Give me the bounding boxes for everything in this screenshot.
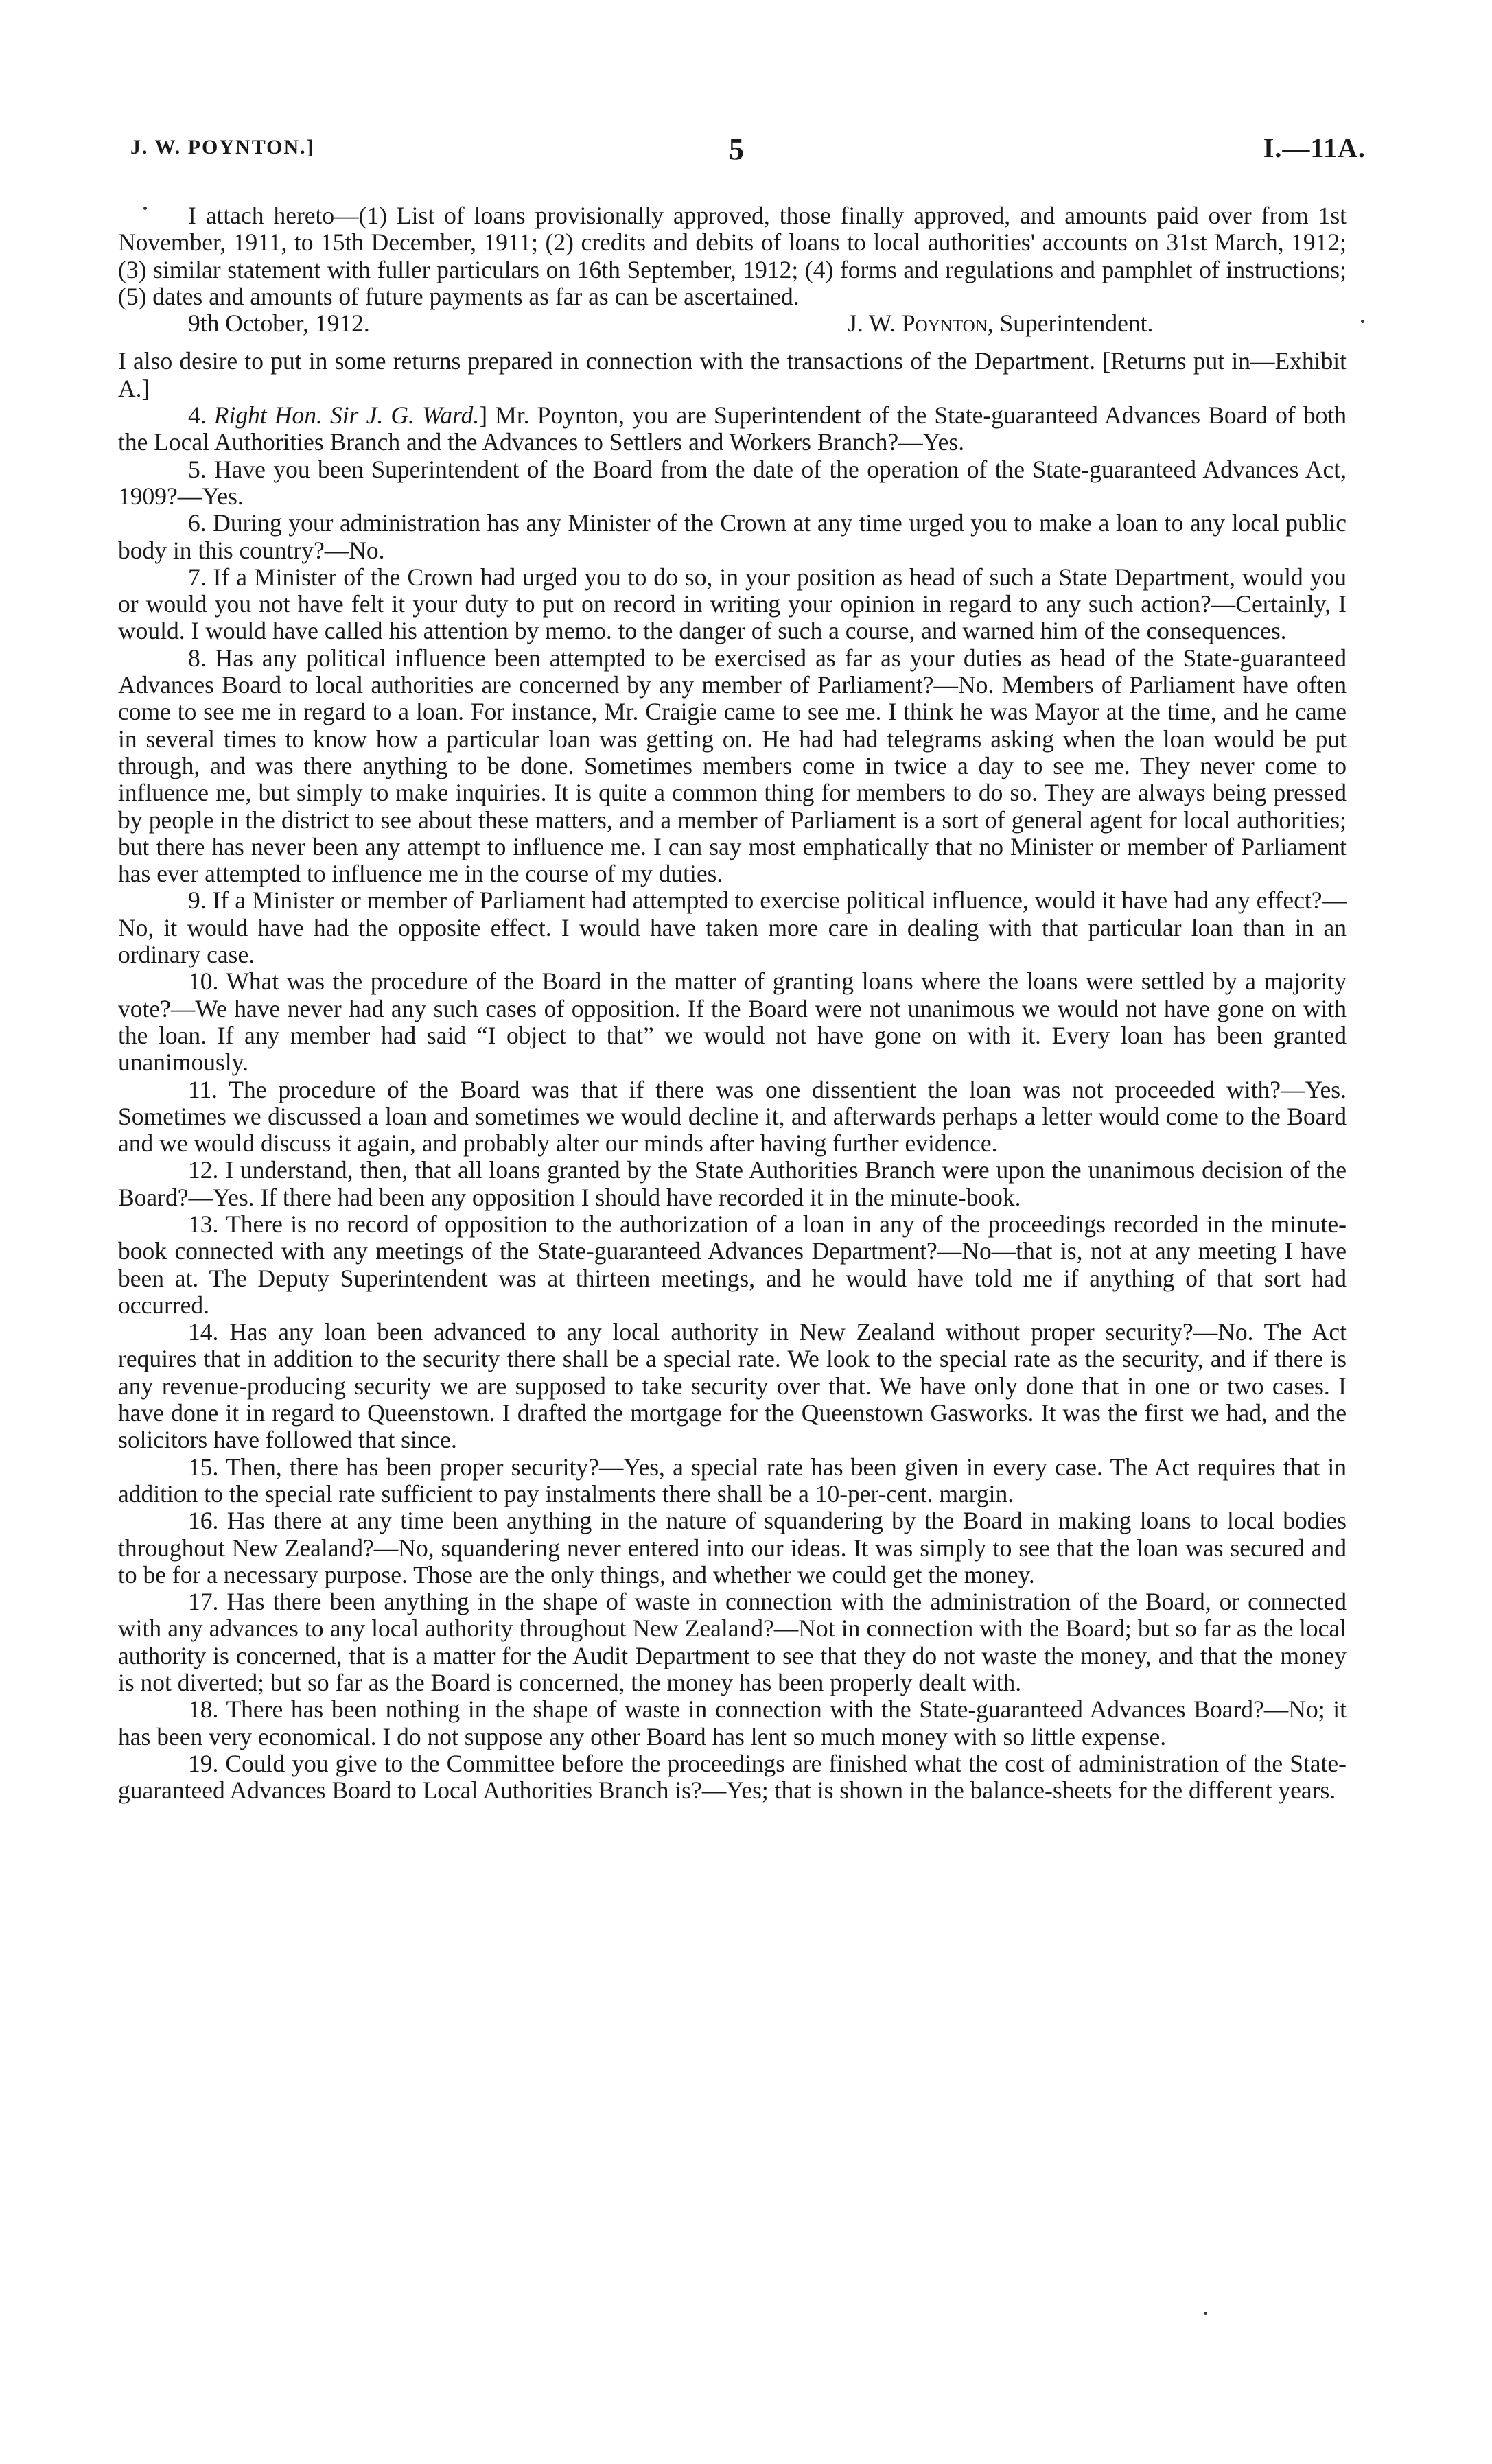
signature-name: J. W. Poynton,: [848, 309, 994, 338]
speck-mark: [1204, 2312, 1207, 2315]
question-paragraph: 14. Has any loan been advanced to any local authority in New Zealand without proper security?—No. The Act requires that in addition to the security there shall be a special rate. We look to the special rate as the security, and if there is any revenue-producing security we are supposed to take security over that. We have only done that in one or two cases. I have done it in regard to Queenstown. I drafted the mortgage for the Queenstown Gasworks. It was the first we had, and the solicitors have followed that since.: [118, 1318, 1347, 1454]
document-reference: I.—11A.: [1263, 132, 1366, 163]
speck-mark: [1361, 320, 1364, 323]
question-paragraph: 18. There has been nothing in the shape of waste in connection with the State-guaranteed Advances Board?—No; it has been very economical. I do not suppose any other Board has lent so much money with so little expense.: [118, 1696, 1347, 1750]
page-body: [118, 202, 1347, 1805]
question-paragraph: [118, 402, 1347, 456]
question-paragraph: 19. Could you give to the Committee before the proceedings are finished what the cost of administration of the State-guaranteed Advances Board to Local Authorities Branch is?—Yes; that is shown in the balance-sheets for the different years.: [118, 1749, 1347, 1805]
question-paragraph: 7. If a Minister of the Crown had urged you to do so, in your position as head of such a State Department, would you or would you not have felt it your duty to put on record in writing your opinion in regard to any such action?—Certainly, I would. I would have called his attention by memo. to the danger of such a course, and warned him of the consequences.: [118, 563, 1347, 645]
question-number: 4.: [188, 401, 207, 430]
question-paragraph: 16. Has there at any time been anything in the nature of squandering by the Board in making loans to local bodies throughout New Zealand?—No, squandering never entered into our ideas. It was simply to see that the loan was secured and to be for a necessary purpose. Those are the only things, and whether we could get the money.: [118, 1507, 1347, 1588]
question-paragraph: 9. If a Minister or member of Parliament had attempted to exercise political influence, would it have had any effect?—No, it would have had the opposite effect. I would have taken more care in dealing with that particular loan than in an ordinary case.: [118, 887, 1347, 969]
question-paragraph: 6. During your administration has any Minister of the Crown at any time urged you to make a loan to any local public body in this country?—No.: [118, 509, 1347, 564]
question-paragraph: 5. Have you been Superintendent of the Board from the date of the operation of the State-guaranteed Advances Act, 1909?—Yes.: [118, 455, 1347, 510]
letter-signature: [848, 310, 1153, 337]
question-text: ] Mr. Poynton, you are Superintendent of the State-guaranteed Advances Board of both the Local Authorities Branch and the Advances to Settlers and Workers Branch?—Yes.: [118, 401, 1347, 456]
letter-text: I attach hereto—(1) List of loans provisionally approved, those finally approved, and amounts paid over from 1st November, 1911, to 15th December, 1911; (2) credits and debits of loans to local authorities' accounts on 31st March, 1912; (3) similar statement with fuller particulars on 16th September, 1912; (4) forms and regulations and pamphlet of instructions; (5) dates and amounts of future payments as far as can be ascertained.: [118, 202, 1347, 310]
signature-title: Superintendent.: [999, 309, 1154, 338]
question-paragraph: 11. The procedure of the Board was that if there was one dissentient the loan was not proceeded with?—Yes. Sometimes we discussed a loan and sometimes we would decline it, and afterwards perhaps a letter would come to the Board and we would discuss it again, and probably alter our minds after having further evidence.: [118, 1075, 1347, 1158]
page-header: [130, 132, 1366, 173]
signature-line: [118, 310, 1347, 337]
speaker-name: Right Hon. Sir J. G. Ward.: [213, 401, 480, 430]
question-paragraph: 12. I understand, then, that all loans granted by the State Authorities Branch were upon the unanimous decision of the Board?—Yes. If there had been any opposition I should have recorded it in the minute-book.: [118, 1156, 1347, 1211]
letter-date: 9th October, 1912.: [188, 309, 370, 338]
question-paragraph: 10. What was the procedure of the Board in the matter of granting loans where the loans were settled by a majority vote?—We have never had any such cases of opposition. If the Board were not unanimous we would not have gone on with the loan. If any member had said “I object to that” we would not have gone on with it. Every loan has been granted unanimously.: [118, 967, 1347, 1077]
question-paragraph: 17. Has there been anything in the shape of waste in connection with the administration of the Board, or connected with any advances to any local authority throughout New Zealand?—Not in connection with the Board; but so far as the local authority is concerned, that is a matter for the Audit Department to see that they do not waste the money, and that the money is not diverted; but so far as the Board is concerned, the money has been properly dealt with.: [118, 1588, 1347, 1697]
statement-paragraph: I also desire to put in some returns prepared in connection with the transactions of the Department. [Returns put in—Exhibit A.]: [118, 347, 1347, 402]
question-paragraph: 8. Has any political influence been attempted to be exercised as far as your duties as head of the State-guaranteed Advances Board to local authorities are concerned by any member of Parliament?—No. Members of Parliament have often come to see me in regard to a loan. For instance, Mr. Craigie came to see me. I think he was Mayor at the time, and he came in several times to know how a particular loan was getting on. He had had telegrams asking when the loan would be put through, and was there anything to be done. Sometimes members come in twice a day to see me. They never come to influence me, but simply to make inquiries. It is quite a common thing for members to do so. They are always being pressed by people in the district to see about these matters, and a member of Parliament is a sort of general agent for local authorities; but there has never been any attempt to influence me. I can say most emphatically that no Minister or member of Parliament has ever attempted to influence me in the course of my duties.: [118, 644, 1347, 888]
question-paragraph: 13. There is no record of opposition to the authorization of a loan in any of the proceedings recorded in the minute-book connected with any meetings of the State-guaranteed Advances Department?—No—that is, not at any meeting I have been at. The Deputy Superintendent was at thirteen meetings, and he would have told me if anything of that sort had occurred.: [118, 1210, 1347, 1319]
witness-name-header: J. W. POYNTON.]: [130, 136, 315, 159]
page-number: 5: [729, 132, 744, 166]
question-paragraph: 15. Then, there has been proper security?—Yes, a special rate has been given in every case. The Act requires that in addition to the special rate sufficient to pay instalments there shall be a 10-per-cent. margin.: [118, 1453, 1347, 1507]
